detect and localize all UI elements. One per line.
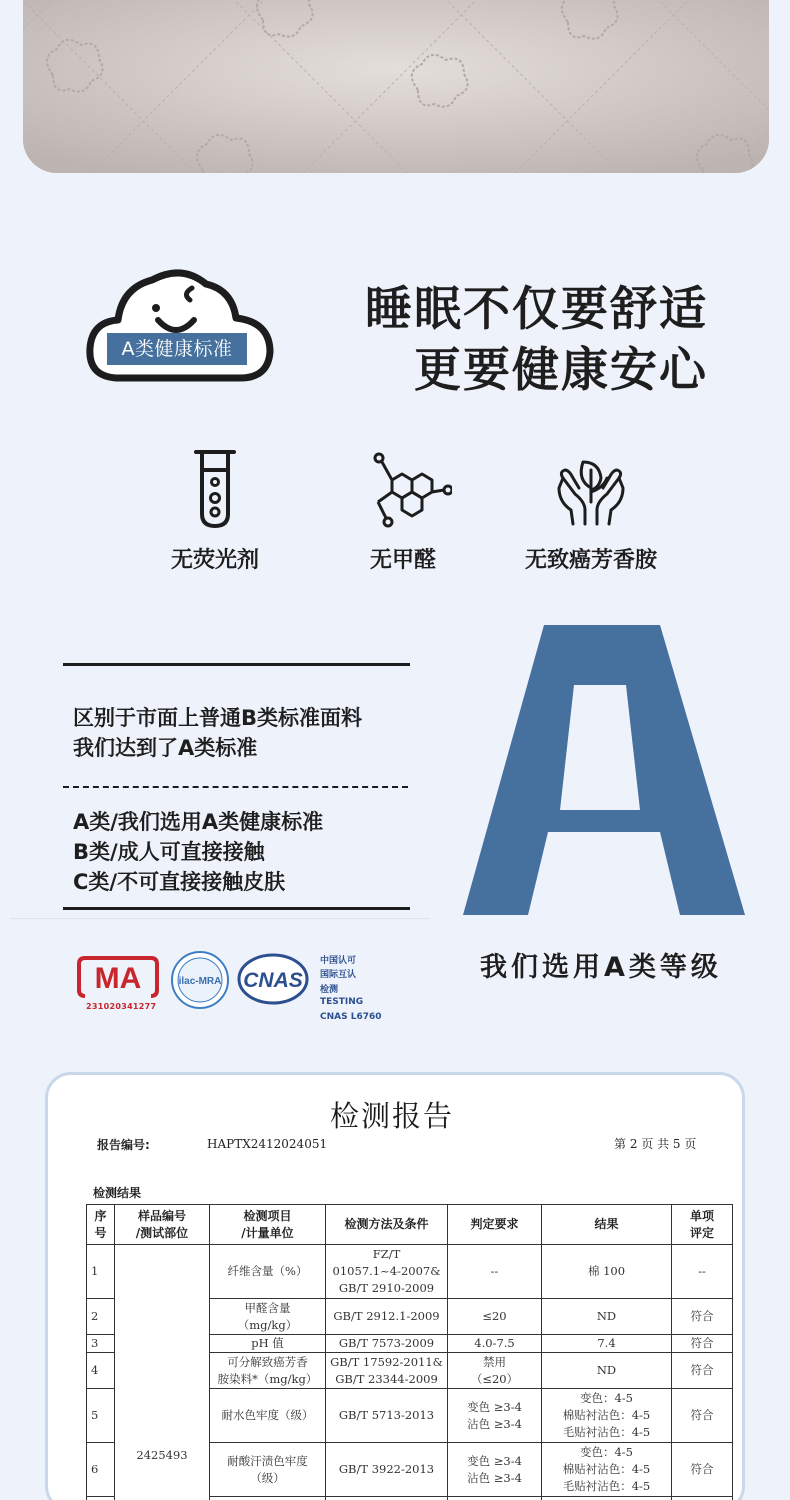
result-cell: 变色：4-5 棉贴衬沾色：4-5 毛贴衬沾色：4-5: [542, 1443, 672, 1497]
sample-id-cell: 2425493: [115, 1245, 210, 1500]
test-item-cell: 纤维含量（%）: [210, 1245, 326, 1299]
empty-cell: [87, 1497, 115, 1500]
empty-cell: [326, 1497, 448, 1500]
cnas-line-1: 中国认可: [320, 956, 357, 966]
result-cell: 7.4: [542, 1335, 672, 1353]
smiling-cloud-icon: [86, 260, 276, 385]
svg-text:ilac-MRA: ilac-MRA: [178, 976, 222, 987]
cnas-logo: [236, 952, 310, 1006]
empty-cell: [210, 1497, 326, 1500]
report-title: 检测报告: [330, 1099, 455, 1133]
requirement-cell: 4.0-7.5: [448, 1335, 542, 1353]
empty-cell: [672, 1497, 733, 1500]
ilac-mra-logo: [170, 950, 230, 1010]
bottom-rule: [63, 907, 410, 910]
verdict-cell: 符合: [672, 1335, 733, 1353]
big-letter-text: A: [602, 775, 603, 776]
big-letter-a: [460, 625, 745, 917]
test-tube-icon: [192, 448, 238, 528]
grade-text: 我们选用A类等级: [480, 952, 722, 983]
table-header-cell: 判定要求: [448, 1205, 542, 1245]
table-header-cell: 序 号: [87, 1205, 115, 1245]
verdict-cell: --: [672, 1245, 733, 1299]
test-item-cell: 甲醛含量 （mg/kg）: [210, 1299, 326, 1335]
molecule-icon: [368, 450, 452, 528]
health-standard-badge: A类健康标准: [107, 333, 247, 365]
requirement-cell: 禁用 （≤20）: [448, 1353, 542, 1389]
table-header-row: [87, 1205, 733, 1245]
verdict-cell: 符合: [672, 1299, 733, 1335]
test-method-cell: GB/T 17592-2011& GB/T 23344-2009: [326, 1353, 448, 1389]
requirement-cell: ≤20: [448, 1299, 542, 1335]
test-item-cell: 可分解致癌芳香 胺染料*（mg/kg）: [210, 1353, 326, 1389]
leaf-hands-icon: [555, 448, 627, 528]
svg-text:CNAS: CNAS: [243, 969, 303, 992]
quilted-fabric-photo: [23, 0, 769, 173]
table-header-cell: 检测方法及条件: [326, 1205, 448, 1245]
page-info: 第 2 页 共 5 页: [614, 1137, 697, 1151]
verdict-cell: 符合: [672, 1443, 733, 1497]
feature-label-no-fluorescent: 无荧光剂: [170, 548, 259, 573]
intro-line-2: 我们达到了A类标准: [73, 736, 258, 760]
faint-divider: [10, 918, 430, 919]
report-number: HAPTX2412024051: [207, 1137, 328, 1151]
test-item-cell: 耐酸汗渍色牢度 （级）: [210, 1443, 326, 1497]
empty-cell: [542, 1497, 672, 1500]
result-cell: ND: [542, 1353, 672, 1389]
table-header-cell: 检测项目 /计量单位: [210, 1205, 326, 1245]
table-header-cell: 结果: [542, 1205, 672, 1245]
requirement-cell: 变色 ≥3-4 沾色 ≥3-4: [448, 1389, 542, 1443]
test-item-cell: pH 值: [210, 1335, 326, 1353]
headline-line-2: 更要健康安心: [414, 343, 708, 398]
class-line-c: C类/不可直接接触皮肤: [73, 870, 286, 894]
dashed-divider: [63, 786, 408, 788]
cnas-line-4: TESTING: [320, 997, 364, 1007]
test-method-cell: GB/T 5713-2013: [326, 1389, 448, 1443]
intro-line-1: 区别于市面上普通B类标准面料: [73, 706, 363, 730]
row-seq-cell: 5: [87, 1389, 115, 1443]
class-line-a: A类/我们选用A类健康标准: [73, 810, 324, 834]
verdict-cell: 符合: [672, 1389, 733, 1443]
test-results-table: [86, 1204, 733, 1500]
row-seq-cell: 3: [87, 1335, 115, 1353]
report-number-label: 报告编号:: [97, 1138, 150, 1152]
feature-label-no-carcinogenic-amine: 无致癌芳香胺: [524, 548, 657, 573]
requirement-cell: --: [448, 1245, 542, 1299]
test-method-cell: GB/T 3922-2013: [326, 1443, 448, 1497]
feature-label-no-formaldehyde: 无甲醛: [369, 548, 436, 573]
table-header-cell: 单项 评定: [672, 1205, 733, 1245]
test-method-cell: GB/T 7573-2009: [326, 1335, 448, 1353]
result-cell: 变色：4-5 棉贴衬沾色：4-5 毛贴衬沾色：4-5: [542, 1389, 672, 1443]
cma-number: 231020341277: [86, 1002, 157, 1011]
row-seq-cell: 6: [87, 1443, 115, 1497]
table-row: [87, 1245, 733, 1299]
cnas-line-3: 检测: [320, 985, 339, 995]
test-method-cell: FZ/T 01057.1~4-2007& GB/T 2910-2009: [326, 1245, 448, 1299]
verdict-cell: 符合: [672, 1353, 733, 1389]
headline-line-1: 睡眠不仅要舒适: [365, 282, 708, 337]
class-line-b: B类/成人可直接接触: [73, 840, 265, 864]
row-seq-cell: 2: [87, 1299, 115, 1335]
cma-logo: [77, 954, 159, 1000]
requirement-cell: 变色 ≥3-4 沾色 ≥3-4: [448, 1443, 542, 1497]
row-seq-cell: 1: [87, 1245, 115, 1299]
cnas-line-2: 国际互认: [320, 970, 357, 980]
empty-cell: [448, 1497, 542, 1500]
table-header-cell: 样品编号 /测试部位: [115, 1205, 210, 1245]
result-cell: 棉 100: [542, 1245, 672, 1299]
result-cell: ND: [542, 1299, 672, 1335]
results-title: 检测结果: [93, 1186, 142, 1200]
top-rule: [63, 663, 410, 666]
row-seq-cell: 4: [87, 1353, 115, 1389]
cnas-line-5: CNAS L6760: [320, 1012, 382, 1022]
test-method-cell: GB/T 2912.1-2009: [326, 1299, 448, 1335]
svg-text:MA: MA: [94, 962, 142, 995]
test-item-cell: 耐水色牢度（级）: [210, 1389, 326, 1443]
